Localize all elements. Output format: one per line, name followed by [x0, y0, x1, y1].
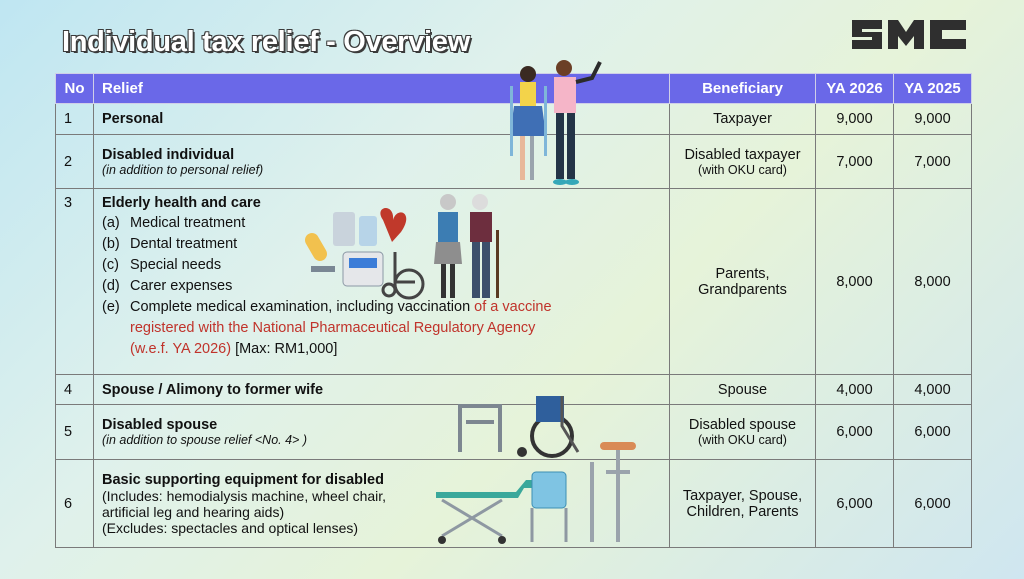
header-no: No	[56, 74, 94, 104]
relief-cell	[94, 104, 670, 135]
row-no: 1	[56, 104, 94, 135]
list-item-e: (e) Complete medical examination, including vaccination of a vaccine	[102, 299, 552, 315]
beneficiary-cell: Parents, Grandparents	[670, 189, 816, 375]
relief-line: artificial leg and hearing aids)	[102, 503, 285, 520]
table-row	[56, 405, 972, 460]
beneficiary-sub: (with OKU card)	[698, 162, 787, 177]
ya-2025-value: 9,000	[894, 104, 972, 135]
beneficiary-cell: Spouse	[670, 375, 816, 405]
relief-title: Disabled spouse	[102, 417, 218, 433]
header-beneficiary: Beneficiary	[670, 74, 816, 104]
smc-logo	[848, 10, 972, 58]
relief-cell	[94, 135, 670, 189]
ya-2026-value: 6,000	[816, 460, 894, 548]
beneficiary-main: Disabled spouse	[688, 417, 797, 433]
table-header-row	[56, 74, 972, 104]
page-title: Individual tax relief - Overview	[62, 26, 470, 58]
beneficiary-cell	[670, 405, 816, 460]
relief-note: (in addition to personal relief)	[102, 162, 264, 177]
table-row	[56, 460, 972, 548]
relief-title: Personal	[102, 111, 164, 127]
row-no: 5	[56, 405, 94, 460]
relief-title: Spouse / Alimony to former wife	[102, 381, 324, 398]
ya-2025-value: 4,000	[894, 375, 972, 405]
relief-cell	[94, 460, 670, 548]
ya-2026-value: 8,000	[816, 189, 894, 375]
list-item: (a) Medical treatment	[102, 215, 246, 231]
relief-note: (in addition to spouse relief <No. 4> )	[102, 433, 307, 447]
table-row	[56, 189, 972, 375]
row-no: 3	[56, 189, 94, 375]
ya-2025-value: 8,000	[894, 189, 972, 375]
list-item-e-line2: registered with the National Pharmaceutical Regulatory Agency	[130, 320, 536, 336]
beneficiary-main: Disabled taxpayer	[684, 146, 801, 163]
relief-line: (Includes: hemodialysis machine, wheel chair,	[102, 487, 387, 504]
list-item: (d) Carer expenses	[102, 278, 233, 294]
relief-title: Elderly health and care	[102, 195, 261, 211]
relief-cell	[94, 189, 670, 375]
ya-2026-value: 4,000	[816, 375, 894, 405]
table-row	[56, 104, 972, 135]
ya-2025-value: 7,000	[894, 135, 972, 189]
item-list	[102, 213, 661, 360]
list-item-e-line3: (w.e.f. YA 2026) [Max: RM1,000]	[130, 341, 338, 357]
row-no: 4	[56, 375, 94, 405]
header-relief: Relief	[94, 74, 670, 104]
tax-relief-table	[55, 73, 972, 548]
table-row	[56, 375, 972, 405]
row-no: 2	[56, 135, 94, 189]
beneficiary-sub: (with OKU card)	[698, 433, 787, 447]
header-ya-2026: YA 2026	[816, 74, 894, 104]
relief-title: Basic supporting equipment for disabled	[102, 471, 384, 488]
ya-2026-value: 6,000	[816, 405, 894, 460]
relief-line: (Excludes: spectacles and optical lenses)	[102, 519, 359, 536]
row-no: 6	[56, 460, 94, 548]
ya-2026-value: 9,000	[816, 104, 894, 135]
relief-title: Disabled individual	[102, 146, 235, 163]
beneficiary-cell: Taxpayer, Spouse, Children, Parents	[670, 460, 816, 548]
ya-2025-value: 6,000	[894, 405, 972, 460]
relief-cell	[94, 405, 670, 460]
beneficiary-cell	[670, 135, 816, 189]
ya-2025-value: 6,000	[894, 460, 972, 548]
relief-cell	[94, 375, 670, 405]
list-item: (b) Dental treatment	[102, 236, 238, 252]
table-row	[56, 135, 972, 189]
beneficiary-cell: Taxpayer	[670, 104, 816, 135]
header-ya-2025: YA 2025	[894, 74, 972, 104]
ya-2026-value: 7,000	[816, 135, 894, 189]
list-item: (c) Special needs	[102, 257, 222, 273]
